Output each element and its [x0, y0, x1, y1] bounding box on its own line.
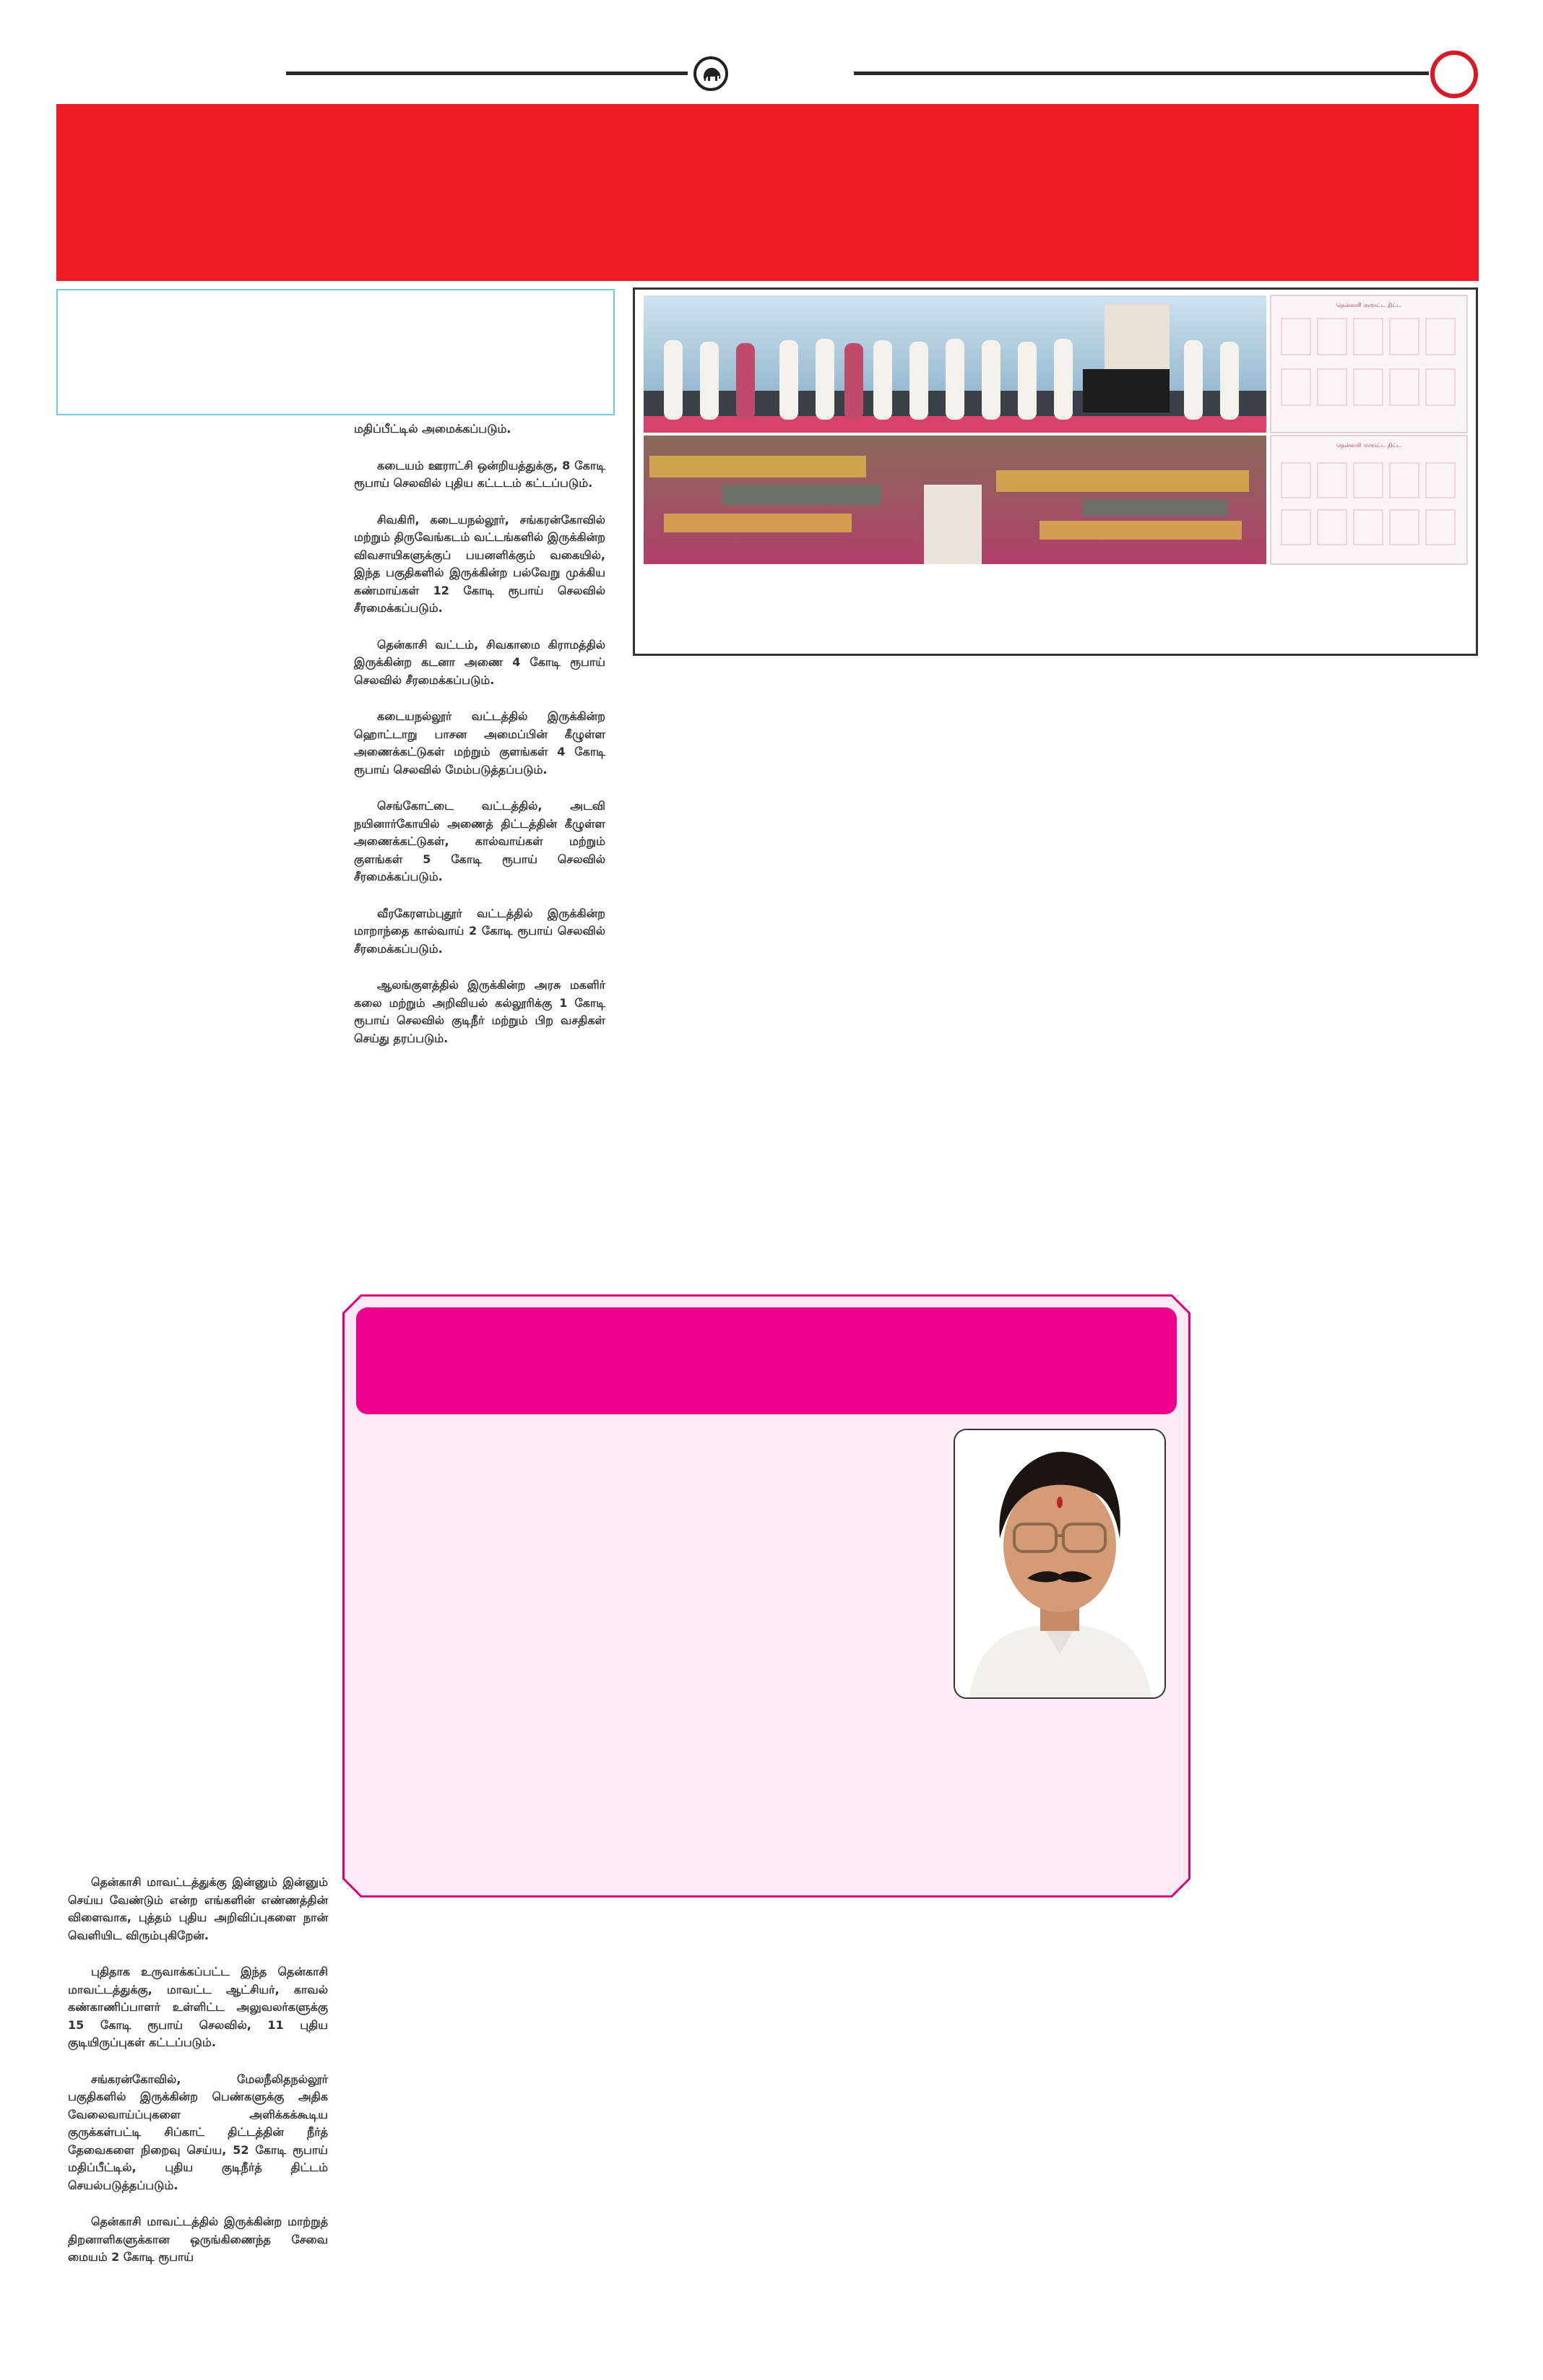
paragraph: புதிதாக உருவாக்கப்பட்ட இந்த தென்காசி மாவட்டத்துக்கு, மாவட்ட ஆட்சியர், காவல் கண்காணிப்பாளர் உள்ளிட்ட அலுவலர்களுக்கு 15 கோடி ரூபாய் செலவில், 11 புதிய குடியிருப்புகள் கட்டப்படும்.	[68, 1965, 328, 2049]
article-column-left	[68, 1874, 328, 2285]
doc-title-bottom: தென்காசி மாவட்ட திட்ட	[1336, 442, 1402, 449]
paragraph: சங்கரன்கோவில், மேலநீலிதநல்லூர் பகுதிகளில் இருக்கின்ற பெண்களுக்கு அதிக வேலைவாய்ப்புகளை அளிக்கக்கூடிய குருக்கள்பட்டி சிப்காட் திட்டத்தின் நீர்த் தேவைகளை நிறைவு செய்ய, 52 கோடி ரூபாய் மதிப்பீட்டில், புதிய குடிநீர்த் திட்டம் செயல்படுத்தப்படும்.	[68, 2072, 328, 2192]
event-photo-panel	[633, 287, 1478, 656]
paragraph: ஆலங்குளத்தில் இருக்கின்ற அரசு மகளிர் கலை மற்றும் அறிவியல் கல்லூரிக்கு 1 கோடி ரூபாய் செலவில் குடிநீர் மற்றும் பிற வசதிகள் செய்து தரப்படும்.	[354, 978, 605, 1045]
paragraph: கடையநல்லூர் வட்டத்தில் இருக்கின்ற ஹொட்டாறு பாசன அமைப்பின் கீழுள்ள அணைக்கட்டுகள் மற்றும் குளங்கள் 4 கோடி ரூபாய் செலவில் மேம்படுத்தப்படும்.	[354, 709, 605, 776]
headline-banner	[56, 104, 1479, 281]
doc-title-top: தென்காசி மாவட்ட திட்ட	[1336, 302, 1402, 308]
page-number-badge	[1430, 51, 1478, 98]
highlight-box-header	[356, 1307, 1177, 1414]
elephant-emblem-icon	[693, 56, 728, 91]
paragraph: கடையம் ஊராட்சி ஒன்றியத்துக்கு, 8 கோடி ரூபாய் செலவில் புதிய கட்டடம் கட்டப்படும்.	[354, 458, 605, 490]
paragraph: தென்காசி மாவட்டத்துக்கு இன்னும் இன்னும் செய்ய வேண்டும் என்ற எங்களின் எண்ணத்தின் விளைவாக, புத்தம் புதிய அறிவிப்புகளை நான் வெளியிட விரும்புகிறேன்.	[68, 1875, 328, 1942]
paragraph: தென்காசி வட்டம், சிவகாமை கிராமத்தில் இருக்கின்ற கடனா அணை 4 கோடி ரூபாய் செலவில் சீரமைக்கப்படும்.	[354, 637, 605, 687]
header-rule-left	[286, 72, 688, 75]
article-column-right	[354, 420, 605, 1066]
paragraph: செங்கோட்டை வட்டத்தில், அடவி நயினார்கோயில் அணைத் திட்டத்தின் கீழுள்ள அணைக்கட்டுகள், கால்வாய்கள் மற்றும் குளங்கள் 5 கோடி ரூபாய் செலவில் சீரமைக்கப்படும்.	[354, 799, 605, 883]
paragraph: தென்காசி மாவட்டத்தில் இருக்கின்ற மாற்றுத் திறனாளிகளுக்கான ஒருங்கிணைந்த சேவை மையம் 2 கோடி ரூபாய்	[68, 2215, 328, 2264]
paragraph: வீரகேரளம்புதூர் வட்டத்தில் இருக்கின்ற மாறாந்தை கால்வாய் 2 கோடி ரூபாய் செலவில் சீரமைக்கப்படும்.	[354, 906, 605, 956]
paragraph: மதிப்பீட்டில் அமைக்கப்படும்.	[354, 422, 511, 436]
header-rule-right	[854, 72, 1429, 75]
portrait-photo	[954, 1429, 1166, 1699]
event-photo	[635, 290, 1476, 654]
paragraph: சிவகிரி, கடையநல்லூர், சங்கரன்கோவில் மற்றும் திருவேங்கடம் வட்டங்களில் இருக்கின்ற விவசாயிகளுக்குப் பயனளிக்கும் வகையில், இந்த பகுதிகளில் இருக்கின்ற பல்வேறு முக்கிய கண்மாய்கள் 12 கோடி ரூபாய் செலவில் சீரமைக்கப்படும்.	[354, 512, 605, 615]
subheadline-box	[56, 289, 615, 415]
